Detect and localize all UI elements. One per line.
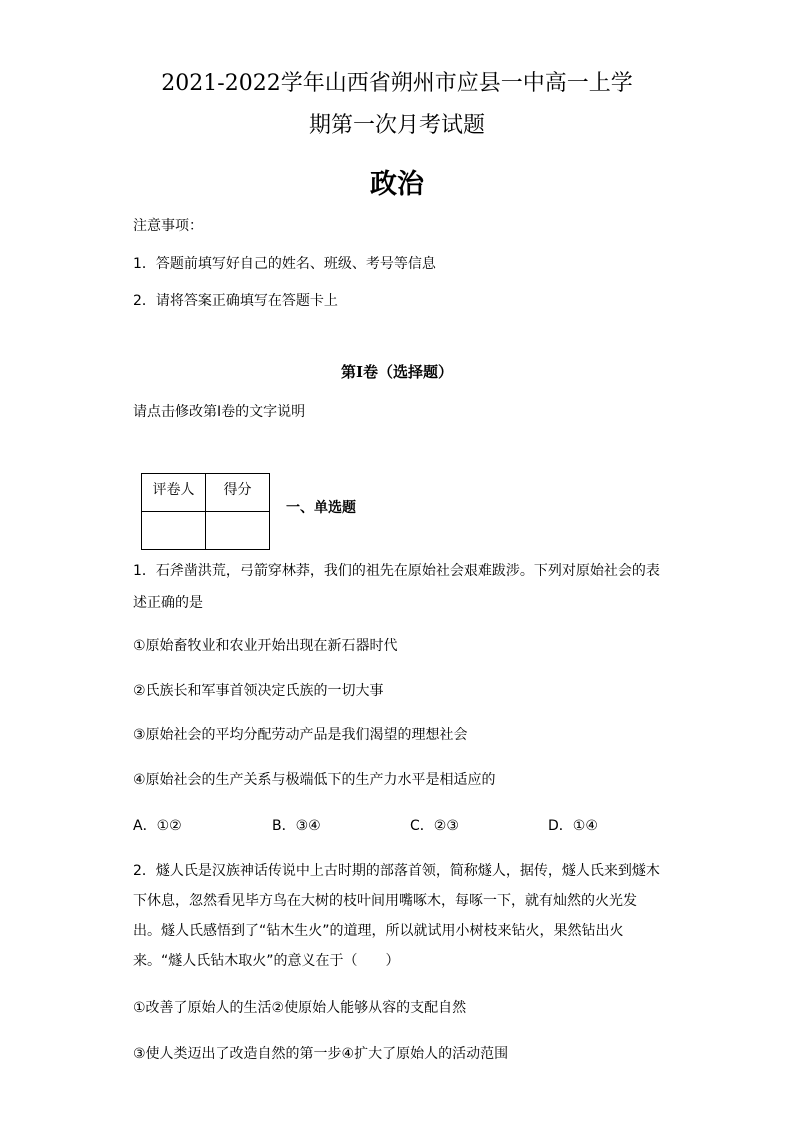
grader-blank-cell xyxy=(142,512,206,550)
q1-stem-line2: 述正确的是 xyxy=(133,595,203,611)
grader-header-cell xyxy=(142,474,206,512)
score-blank-cell xyxy=(206,512,270,550)
q2-stem-line3: 出。燧人氏感悟到了“钻木生火”的道理，所以就试用小树枝来钻火，果然钻出火 xyxy=(133,923,624,939)
q2-stem-line1: 2．燧人氏是汉族神话传说中上古时期的部落首领，简称燧人，据传，燧人氏来到燧木 xyxy=(133,863,660,879)
q1-option-c: C．②③ xyxy=(410,818,459,834)
q1-statement-3: ③原始社会的平均分配劳动产品是我们渴望的理想社会 xyxy=(133,727,468,743)
section-title: 第I卷（选择题） xyxy=(340,363,454,381)
q1-option-b: B．③④ xyxy=(272,818,321,834)
q1-option-a: A．①② xyxy=(133,818,182,834)
grader-header: 评卷人 xyxy=(152,482,195,498)
notice-item-2: 2．请将答案正确填写在答题卡上 xyxy=(133,293,338,309)
q2-statement-line1: ①改善了原始人的生活②使原始人能够从容的支配自然 xyxy=(133,1000,467,1016)
q1-statement-4: ④原始社会的生产关系与极端低下的生产力水平是相适应的 xyxy=(133,772,496,788)
subject-title: 政治 xyxy=(370,169,424,200)
exam-title-line1: 2021-2022学年山西省朔州市应县一中高一上学 xyxy=(161,71,633,96)
q1-statement-1: ①原始畜牧业和农业开始出现在新石器时代 xyxy=(133,638,398,654)
score-table xyxy=(141,473,270,550)
q1-option-d: D．①④ xyxy=(548,818,598,834)
score-header-cell xyxy=(206,474,270,512)
notice-heading: 注意事项： xyxy=(133,218,203,234)
q1-stem-line1: 1．石斧凿洪荒，弓箭穿林莽，我们的祖先在原始社会艰难跋涉。下列对原始社会的表 xyxy=(133,563,660,579)
score-table-blank-row xyxy=(142,512,270,550)
notice-item-1: 1．答题前填写好自己的姓名、班级、考号等信息 xyxy=(133,256,436,272)
score-header: 得分 xyxy=(223,482,252,498)
q1-statement-2: ②氏族长和军事首领决定氏族的一切大事 xyxy=(133,683,384,699)
section-note[interactable]: 请点击修改第I卷的文字说明 xyxy=(133,404,306,420)
q2-statement-line2: ③使人类迈出了改造自然的第一步④扩大了原始人的活动范围 xyxy=(133,1046,509,1062)
q2-stem-line4: 来。“燧人氏钻木取火”的意义在于（ ） xyxy=(133,953,400,969)
q2-stem-line2: 下休息，忽然看见毕方鸟在大树的枝叶间用嘴啄木，每啄一下，就有灿然的火光发 xyxy=(133,893,637,909)
score-table-header-row xyxy=(142,474,270,512)
exam-title-line2: 期第一次月考试题 xyxy=(308,113,485,138)
part-title: 一、单选题 xyxy=(286,500,356,516)
